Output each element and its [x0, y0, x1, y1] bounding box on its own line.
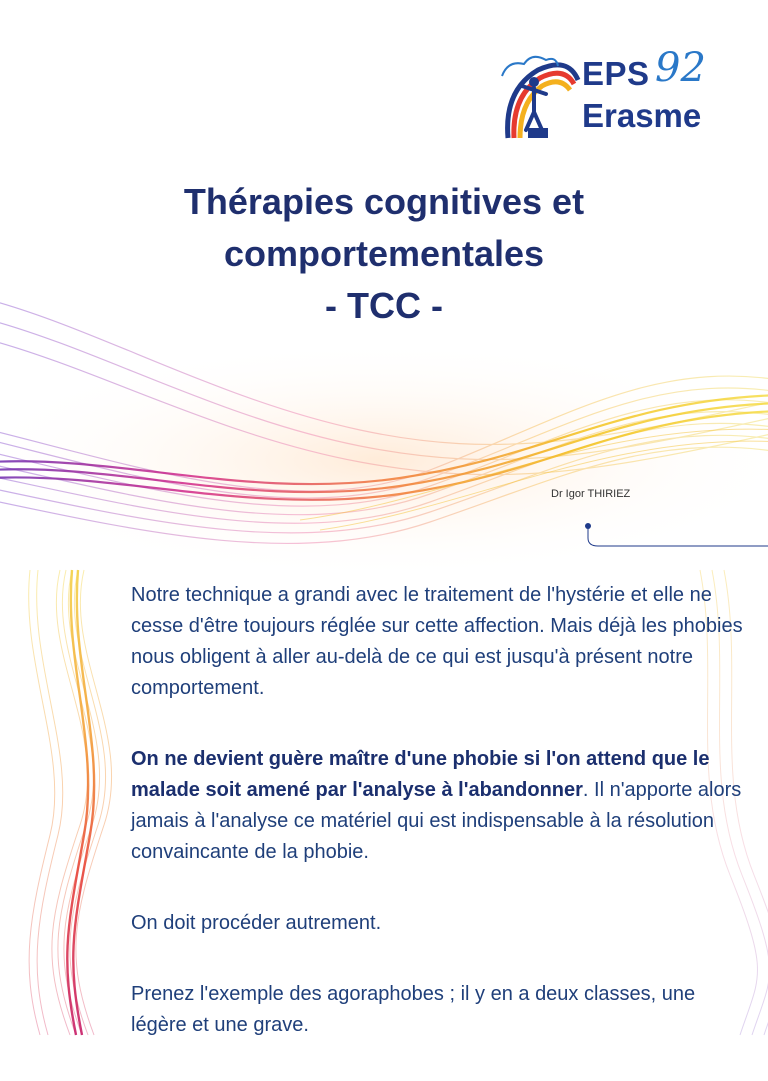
author-name: Dr Igor THIRIEZ: [551, 488, 631, 500]
slide-title: [0, 176, 768, 332]
paragraph-2-emphasis: On ne devient guère maître d'une phobie si l'on attend que le malade soit amené par l'analyse à l'abandonner: [131, 748, 710, 801]
logo-figure-icon: [498, 50, 580, 140]
paragraph-2: [131, 744, 746, 868]
logo-eps-text: EPS: [582, 55, 650, 92]
paragraph-2-rest: . Il n'apporte alors jamais à l'analyse ce matériel qui est indispensable à la résolution convaincante de la phobie.: [131, 779, 742, 863]
title-line-2: comportementales: [223, 233, 545, 274]
title-line-1: Thérapies cognitives et: [183, 181, 585, 222]
content-slide: [0, 575, 768, 1036]
eps92-erasme-logo: [498, 45, 733, 142]
paragraph-3: On doit procéder autrement.: [131, 912, 382, 934]
paragraph-4: Prenez l'exemple des agoraphobes ; il y en a deux classes, une légère et une grave.: [131, 983, 696, 1036]
slide-body: [131, 580, 746, 1081]
paragraph-1: Notre technique a grandi avec le traitement de l'hystérie et elle ne cesse d'être toujours réglée sur cette affection. Mais déjà les phobies nous obligent à aller au-delà de ce qui est jusqu'à présent notre comportement.: [131, 584, 743, 699]
logo-number-text: 92: [655, 45, 706, 91]
logo-erasme-text: Erasme: [582, 97, 702, 134]
title-line-3: - TCC -: [325, 285, 443, 326]
